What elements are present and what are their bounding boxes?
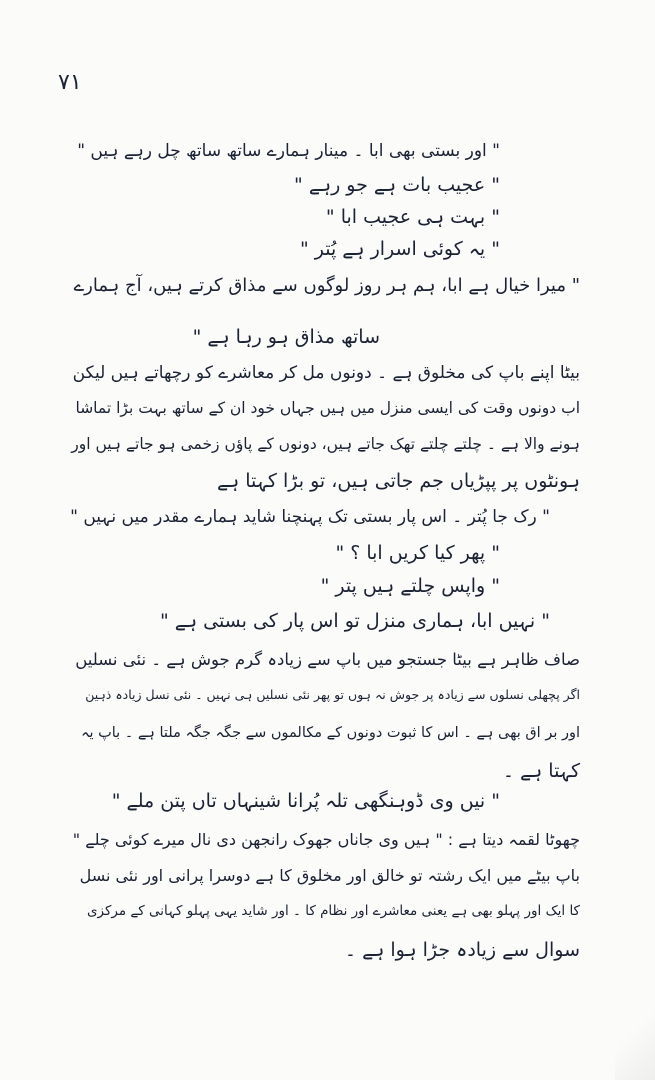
page-edge-shadow [615,1000,655,1080]
text-line: " رک جا پُتر ۔ اس پار بستی تک پہنچنا شاید ہمارے مقدر میں نہیں " [70,507,550,527]
text-line: کا ایک اور پہلو بھی ہے یعنی معاشرے اور نظام کا ۔ اور شاید یہی پہلو کہانی کے مرکزی [86,903,580,919]
text-line: چھوٹا لقمہ دیتا ہے : " ہیں وی جاناں جھوک رانجھن دی نال میرے کوئی چلے " [72,830,580,849]
text-line: ہونٹوں پر پپڑیاں جم جاتی ہیں، تو بڑا کہتا ہے [216,470,580,492]
text-line: باپ بیٹے میں ایک رشتہ تو خالق اور مخلوق کا ہے دوسرا پرانی اور نئی نسل [79,866,580,885]
page-number: ۷۱ [58,70,82,95]
text-line: کہتا ہے ۔ [502,760,580,782]
text-line: اور بر اق بھی ہے ۔ اس کا ثبوت دونوں کے مکالموں سے جگہ جگہ ملتا ہے ۔ باپ یہ [80,725,580,741]
text-line: " نیں وی ڈوہنگھی تلہ پُرانا شینہاں تاں پتن ملے " [111,790,500,812]
text-line: اب دونوں وقت کی ایسی منزل میں ہیں جہاں خود ان کے ساتھ بہت بڑا تماشا [75,399,580,417]
text-line: اگر پچھلی نسلوں سے زیادہ پر جوش نہ ہوں تو پھر نئی نسلیں ہی نہیں ۔ نئی نسل زیادہ ذہین [85,687,580,702]
text-line: " عجیب بات ہے جو رہے " [294,174,500,196]
text-line: " نہیں ابا، ہماری منزل تو اس پار کی بستی ہے " [160,610,550,632]
text-line: ہونے والا ہے ۔ چلتے چلتے تھک جاتے ہیں، دونوں کے پاؤں زخمی ہو جاتے ہیں اور [71,435,580,453]
text-line: سوال سے زیادہ جڑا ہوا ہے ۔ [344,939,580,961]
text-line: " میرا خیال ہے ابا، ہم ہر روز لوگوں سے مذاق کرتے ہیں، آج ہمارے [73,275,580,296]
text-line: صاف ظاہر ہے بیٹا جستجو میں باپ سے زیادہ گرم جوش ہے ۔ نئی نسلیں [75,650,580,669]
text-line: بیٹا اپنے باپ کی مخلوق ہے ۔ دونوں مل کر معاشرے کو رچھاتے ہیں لیکن [72,363,580,383]
text-line: ساتھ مذاق ہو رہا ہے " [192,326,380,348]
text-line: " واپس چلتے ہیں پتر " [320,575,500,597]
text-line: " اور بستی بھی ابا ۔ مینار ہمارے ساتھ ساتھ چل رہے ہیں " [77,141,500,161]
text-line: " بہت ہی عجیب ابا " [325,206,500,228]
text-line: " پھر کیا کریں ابا ؟ " [335,542,500,564]
text-line: " یہ کوئی اسرار ہے پُتر " [299,238,500,260]
